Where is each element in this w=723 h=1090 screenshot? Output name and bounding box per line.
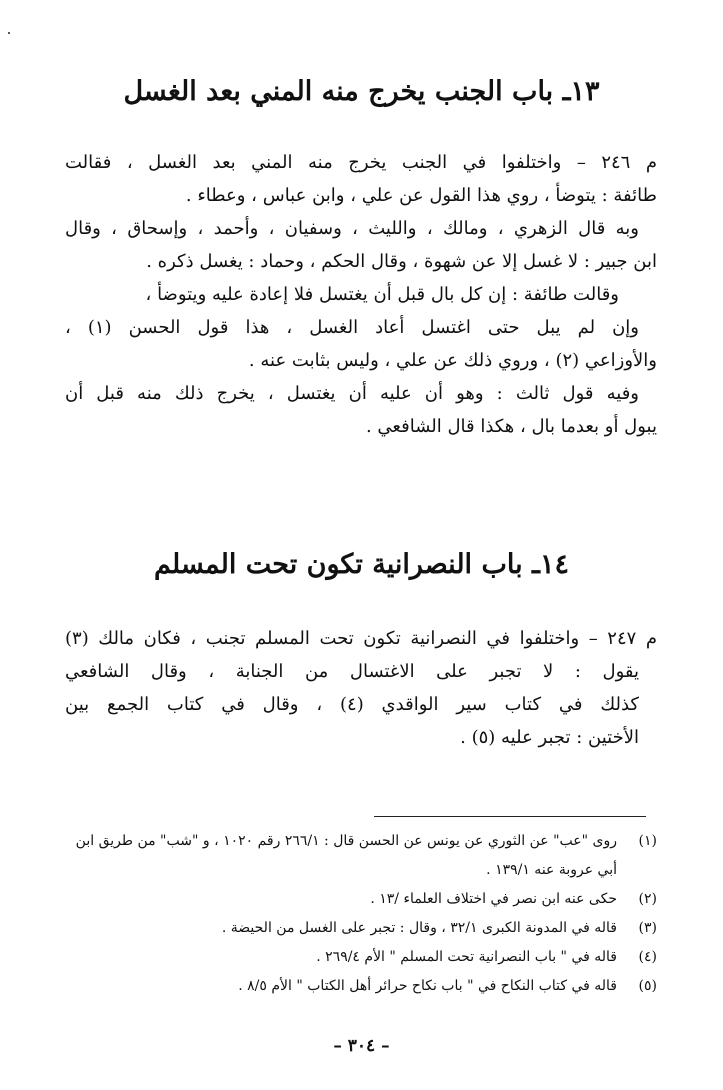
text-line: م ٢٤٧ – واختلفوا في النصرانية تكون تحت المسلم تجنب ، فكان مالك (٣) xyxy=(65,628,657,649)
text-line: والأوزاعي (٢) ، وروي ذلك عن علي ، وليس بثابت عنه . xyxy=(248,350,657,371)
margin-mark xyxy=(8,32,10,34)
footnote-item xyxy=(65,914,657,943)
text-line: ابن جبير : لا غسل إلا عن شهوة ، وقال الحكم ، وحماد : يغسل ذكره . xyxy=(146,251,657,272)
chapter-title-14: ١٤ـ باب النصرانية تكون تحت المسلم xyxy=(154,549,569,580)
footnote-number: (٢) xyxy=(638,891,657,907)
footnote-number: (٤) xyxy=(638,949,657,965)
footnotes xyxy=(65,827,657,1001)
text-line: وفيه قول ثالث : وهو أن عليه أن يغتسل ، يخرج ذلك منه قبل أن xyxy=(65,383,639,404)
footnote-text: قاله في " باب النصرانية تحت المسلم " الأم ٢٦٩/٤ . xyxy=(316,949,617,965)
footnote-number: (٣) xyxy=(638,920,657,936)
footnote-number: (٥) xyxy=(638,978,657,994)
text-line: وبه قال الزهري ، ومالك ، والليث ، وسفيان ، وأحمد ، وإسحاق ، وقال xyxy=(65,218,639,239)
text-line: يقول : لا تجبر على الاغتسال من الجنابة ، وقال الشافعي xyxy=(65,661,639,682)
footnote-divider xyxy=(374,816,646,817)
footnote-item xyxy=(65,943,657,972)
text-line: وإن لم يبل حتى اغتسل أعاد الغسل ، هذا قول الحسن (١) ، xyxy=(65,317,639,338)
footnote-item xyxy=(65,885,657,914)
footnote-text: قاله في المدونة الكبرى ٣٢/١ ، وقال : تجبر على الغسل من الحيضة . xyxy=(221,920,617,936)
issue-246-text xyxy=(65,146,657,443)
page-number: – ٣٠٤ – xyxy=(333,1036,390,1056)
chapter-title-13: ١٣ـ باب الجنب يخرج منه المني بعد الغسل xyxy=(123,76,600,107)
text-line: طائفة : يتوضأ ، روي هذا القول عن علي ، وابن عباس ، وعطاء . xyxy=(185,185,657,206)
footnote-item xyxy=(65,827,657,885)
text-line: كذلك في كتاب سير الواقدي (٤) ، وقال في كتاب الجمع بين xyxy=(65,694,639,715)
issue-247-text xyxy=(65,622,657,754)
text-line: م ٢٤٦ – واختلفوا في الجنب يخرج منه المني بعد الغسل ، فقالت xyxy=(65,152,657,173)
text-line: وقالت طائفة : إن كل بال قبل أن يغتسل فلا إعادة عليه ويتوضأ ، xyxy=(145,284,619,305)
text-line: الأختين : تجبر عليه (٥) . xyxy=(460,727,639,748)
text-line: يبول أو بعدما بال ، هكذا قال الشافعي . xyxy=(365,416,657,437)
footnote-item xyxy=(65,972,657,1001)
footnote-number: (١) xyxy=(638,833,657,849)
footnote-text: حكى عنه ابن نصر في اختلاف العلماء /١٣ . xyxy=(370,891,617,907)
footnote-text: روى "عب" عن الثوري عن يونس عن الحسن قال : ٢٦٦/١ رقم ١٠٢٠ ، و "شب" من طريق ابن أبي عروبة عنه ١٣٩/١ . xyxy=(75,833,617,878)
footnote-text: قاله في كتاب النكاح في " باب نكاح حرائر أهل الكتاب " الأم ٨/٥ . xyxy=(238,978,617,994)
